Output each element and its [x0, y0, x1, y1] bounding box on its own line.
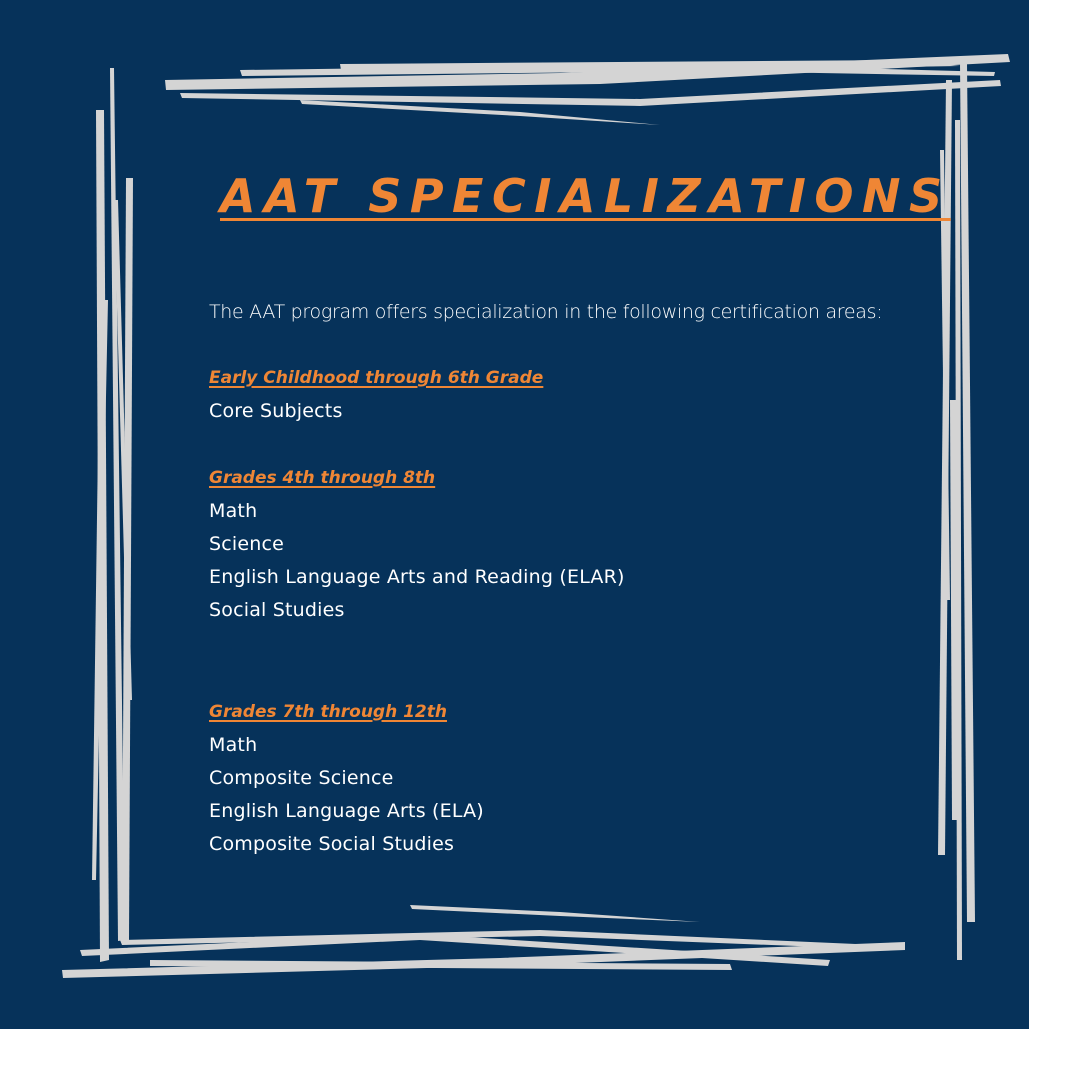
certification-group-4-8 — [209, 465, 625, 627]
list-item: Math — [209, 500, 258, 522]
page-title: AAT SPECIALIZATIONS — [220, 169, 951, 223]
group-items — [209, 495, 625, 627]
group-heading: Grades 7th through 12th — [209, 702, 447, 722]
list-item: English Language Arts (ELA) — [209, 800, 484, 822]
group-items — [209, 729, 484, 861]
certification-group-ec6 — [209, 365, 543, 428]
list-item: Core Subjects — [209, 400, 343, 422]
group-items — [209, 395, 543, 428]
group-heading: Grades 4th through 8th — [209, 468, 436, 488]
group-heading: Early Childhood through 6th Grade — [209, 368, 544, 388]
list-item: Social Studies — [209, 599, 345, 621]
list-item: English Language Arts and Reading (ELAR) — [209, 566, 625, 588]
list-item: Math — [209, 734, 258, 756]
list-item: Composite Social Studies — [209, 833, 455, 855]
list-item: Science — [209, 533, 285, 555]
list-item: Composite Science — [209, 767, 394, 789]
certification-group-7-12 — [209, 699, 484, 861]
intro-text: The AAT program offers specialization in the following certification areas: — [209, 301, 883, 323]
